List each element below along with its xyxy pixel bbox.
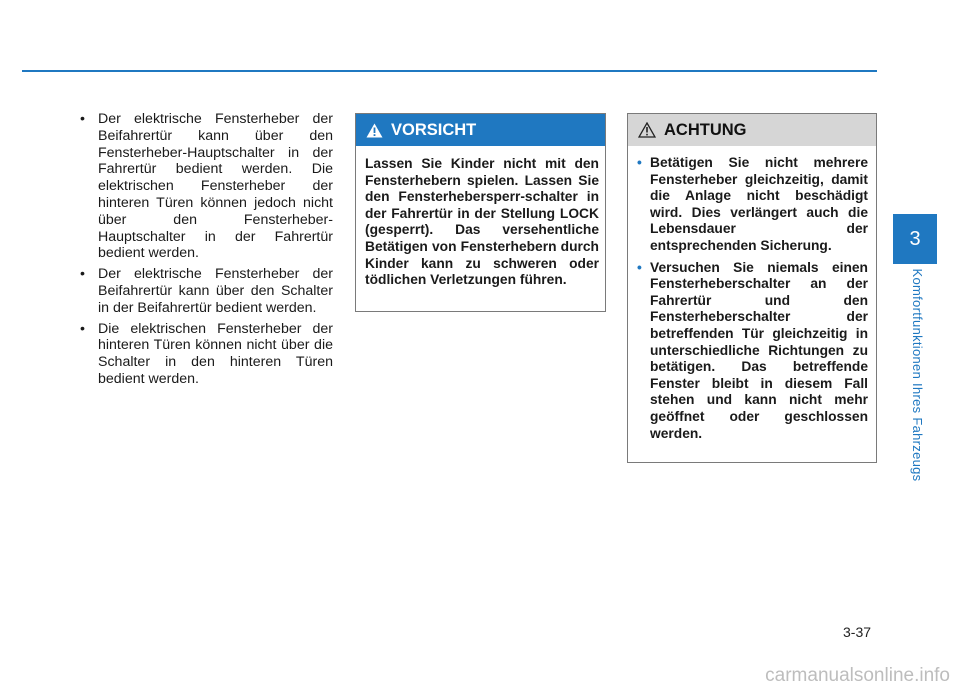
warning-box — [627, 113, 877, 463]
warning-title: ACHTUNG — [664, 120, 747, 139]
chapter-title: Komfortfunktionen Ihres Fahrzeugs — [910, 268, 925, 482]
bullet-icon: • — [637, 259, 642, 275]
bullet-icon: • — [80, 266, 85, 283]
warning-body — [628, 146, 876, 442]
caution-title: VORSICHT — [391, 120, 477, 139]
warning-item-text: Versuchen Sie niemals einen Fensterheberschalter an der Fahrertür und den Fensterheberschalter der betreffenden Tür gleichzeitig in unterschiedliche Richtungen zu betätigen. Das betreffende Fenster bleibt in diesem Fall stehen und kann nicht mehr geöffnet oder geschlossen werden. — [650, 259, 868, 441]
page-number: 3-37 — [843, 624, 872, 640]
list-item — [637, 260, 868, 443]
chapter-number: 3 — [909, 227, 921, 250]
watermark: carmanualsonline.info — [765, 665, 950, 686]
list-item — [78, 266, 333, 316]
list-item-text: Die elektrischen Fensterheber der hinteren Türen können nicht über die Schalter in den hinteren Türen bedient werden. — [98, 320, 333, 387]
list-item — [78, 321, 333, 388]
caution-text: Lassen Sie Kinder nicht mit den Fensterhebern spielen. Lassen Sie den Fensterhebersperr-schalter in der Fahrertür in der Stellung LOCK (gesperrt). Das versehentliche Betätigen von Fensterhebern durch Kinder kann zu schweren oder tödlichen Verletzungen führen. — [365, 156, 599, 288]
left-column — [78, 111, 333, 392]
bullet-icon: • — [80, 111, 85, 127]
bullet-icon: • — [80, 320, 85, 337]
bullet-list — [78, 111, 333, 388]
caution-header — [356, 114, 605, 146]
list-item-text: Der elektrische Fensterheber der Beifahrertür kann über den Schalter in der Beifahrertür bedient werden. — [98, 266, 333, 316]
list-item — [637, 155, 868, 255]
warning-item-text: Betätigen Sie nicht mehrere Fensterheber gleichzeitig, damit die Anlage nicht beschädigt wird. Dies verlängert auch die Lebensdauer der entsprechenden Sicherung. — [650, 155, 868, 253]
caution-box — [355, 113, 606, 312]
warning-list — [637, 155, 868, 442]
warning-triangle-icon — [638, 122, 656, 138]
warning-header — [628, 114, 876, 146]
list-item-text: Der elektrische Fensterheber der Beifahrertür kann über den Fensterheber-Hauptschalter in der Fahrertür bedient werden. Die elektrischen Fensterheber der hinteren Türen können jedoch nicht über den Fensterheber-Hauptschalter in der Fahrertür bedient werden. — [98, 111, 333, 262]
bullet-icon: • — [637, 155, 642, 170]
warning-triangle-icon — [366, 123, 383, 138]
list-item — [78, 111, 333, 262]
header-rule — [22, 70, 877, 72]
